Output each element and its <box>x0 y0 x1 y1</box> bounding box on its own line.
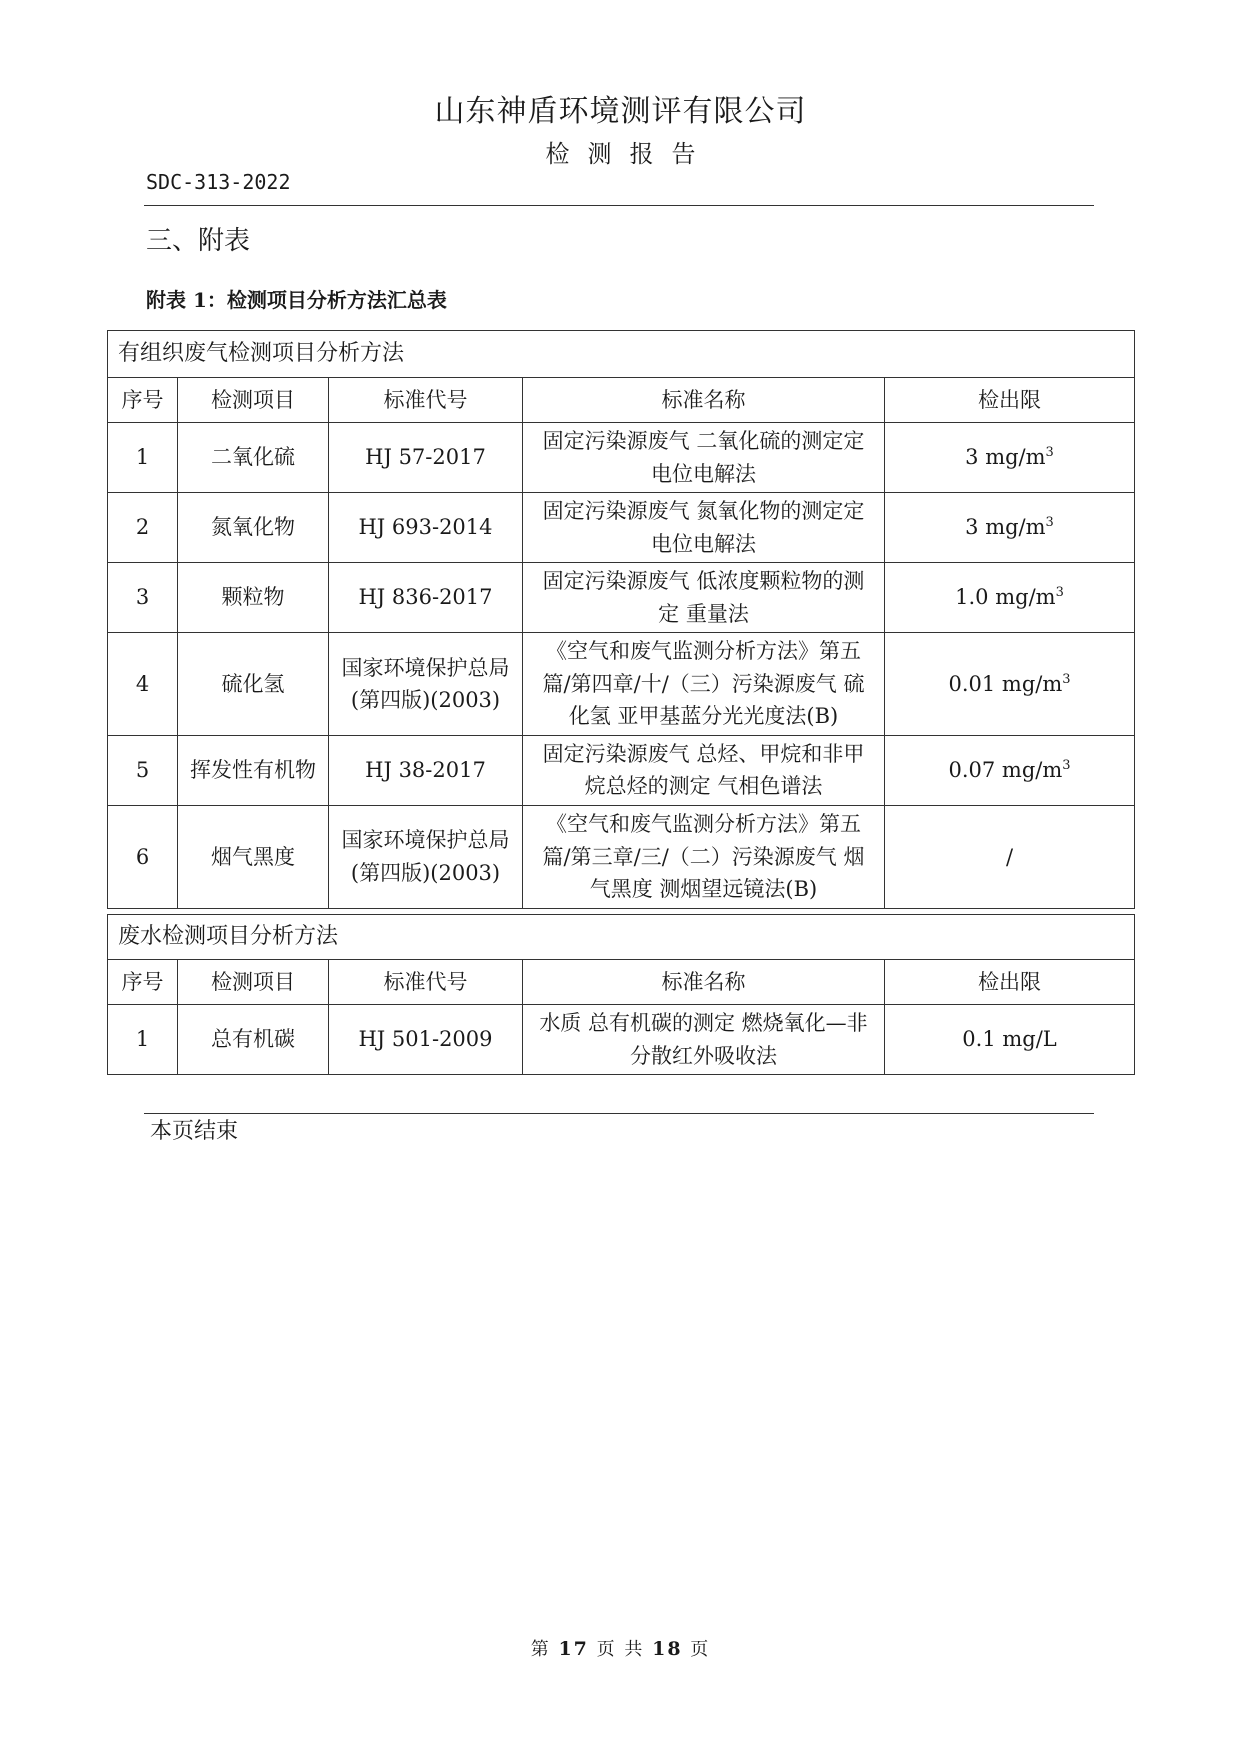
table-row <box>108 633 1135 736</box>
report-subtitle: 检测报告 <box>545 140 714 168</box>
cell-item: 挥发性有机物 <box>178 735 329 805</box>
cell-item: 总有机碳 <box>178 1005 329 1075</box>
page-footer <box>0 1635 1241 1661</box>
cell-item: 二氧化硫 <box>178 423 329 493</box>
water-table-title-row <box>108 915 1135 960</box>
cell-item: 硫化氢 <box>178 633 329 736</box>
gas-table-title: 有组织废气检测项目分析方法 <box>108 331 1135 378</box>
cell-no: 6 <box>108 806 178 909</box>
cell-limit <box>885 633 1135 736</box>
cell-no: 5 <box>108 735 178 805</box>
gas-table-title-row <box>108 331 1135 378</box>
table-row <box>108 735 1135 805</box>
cell-code: HJ 693-2014 <box>329 493 523 563</box>
table-row <box>108 806 1135 909</box>
limit-unit-exponent: 3 <box>1062 671 1071 687</box>
footer-prefix: 第 <box>530 1639 551 1660</box>
cell-limit <box>885 806 1135 909</box>
cell-no: 3 <box>108 563 178 633</box>
cell-no: 4 <box>108 633 178 736</box>
header-cell-item: 检测项目 <box>178 378 329 423</box>
cell-name: 《空气和废气监测分析方法》第五篇/第四章/十/（三）污染源废气 硫化氢 亚甲基蓝分光光度法(B) <box>523 633 885 736</box>
header-cell-code: 标准代号 <box>329 960 523 1005</box>
limit-value: 3 mg/m <box>965 515 1046 540</box>
end-divider <box>144 1113 1094 1114</box>
header-cell-limit: 检出限 <box>885 378 1135 423</box>
cell-no: 2 <box>108 493 178 563</box>
cell-item: 烟气黑度 <box>178 806 329 909</box>
gas-table-body <box>108 331 1135 909</box>
water-table-body <box>108 915 1135 1075</box>
cell-name: 固定污染源废气 低浓度颗粒物的测定 重量法 <box>523 563 885 633</box>
water-methods-table <box>107 914 1135 1075</box>
limit-value: 3 mg/m <box>965 445 1046 470</box>
cell-code: HJ 57-2017 <box>329 423 523 493</box>
gas-table-header-row <box>108 378 1135 423</box>
water-table-header-row <box>108 960 1135 1005</box>
document-number: SDC-313-2022 <box>146 170 291 194</box>
header-cell-code: 标准代号 <box>329 378 523 423</box>
cell-code: HJ 501-2009 <box>329 1005 523 1075</box>
header-cell-no: 序号 <box>108 378 178 423</box>
cell-limit <box>885 563 1135 633</box>
cell-code: 国家环境保护总局 (第四版)(2003) <box>329 806 523 909</box>
cell-code: 国家环境保护总局 (第四版)(2003) <box>329 633 523 736</box>
footer-total-pages: 18 <box>652 1638 683 1660</box>
table-caption: 附表 1：检测项目分析方法汇总表 <box>146 288 447 312</box>
section-title: 三、附表 <box>146 226 251 256</box>
cell-item: 颗粒物 <box>178 563 329 633</box>
cell-no: 1 <box>108 1005 178 1075</box>
header-cell-limit: 检出限 <box>885 960 1135 1005</box>
cell-limit <box>885 423 1135 493</box>
limit-value: 0.1 mg/L <box>962 1027 1057 1052</box>
limit-value: 0.01 mg/m <box>948 671 1063 696</box>
cell-item: 氮氧化物 <box>178 493 329 563</box>
cell-name: 固定污染源废气 总烃、甲烷和非甲烷总烃的测定 气相色谱法 <box>523 735 885 805</box>
header-cell-no: 序号 <box>108 960 178 1005</box>
cell-code: HJ 836-2017 <box>329 563 523 633</box>
cell-no: 1 <box>108 423 178 493</box>
page-end-note: 本页结束 <box>150 1119 239 1144</box>
water-table-title: 废水检测项目分析方法 <box>108 915 1135 960</box>
cell-name: 固定污染源废气 氮氧化物的测定定电位电解法 <box>523 493 885 563</box>
footer-suffix: 页 <box>690 1639 711 1660</box>
cell-name: 固定污染源废气 二氧化硫的测定定电位电解法 <box>523 423 885 493</box>
limit-unit-exponent: 3 <box>1045 445 1054 461</box>
footer-page-number: 17 <box>558 1638 589 1660</box>
table-row <box>108 493 1135 563</box>
table-row <box>108 563 1135 633</box>
table-row <box>108 1005 1135 1075</box>
header-cell-name: 标准名称 <box>523 960 885 1005</box>
cell-limit <box>885 735 1135 805</box>
limit-value: 0.07 mg/m <box>948 758 1063 783</box>
company-name: 山东神盾环境测评有限公司 <box>434 94 807 129</box>
footer-middle: 页 共 <box>596 1639 645 1660</box>
cell-limit <box>885 493 1135 563</box>
limit-unit-exponent: 3 <box>1055 585 1064 601</box>
cell-code: HJ 38-2017 <box>329 735 523 805</box>
cell-name: 《空气和废气监测分析方法》第五篇/第三章/三/（二）污染源废气 烟气黑度 测烟望远镜法(B) <box>523 806 885 909</box>
gas-methods-table <box>107 330 1135 909</box>
limit-value: / <box>1005 844 1014 869</box>
header-cell-name: 标准名称 <box>523 378 885 423</box>
table-row <box>108 423 1135 493</box>
limit-unit-exponent: 3 <box>1062 758 1071 774</box>
header-cell-item: 检测项目 <box>178 960 329 1005</box>
limit-unit-exponent: 3 <box>1045 515 1054 531</box>
cell-limit <box>885 1005 1135 1075</box>
cell-name: 水质 总有机碳的测定 燃烧氧化—非分散红外吸收法 <box>523 1005 885 1075</box>
header-divider <box>144 205 1094 206</box>
limit-value: 1.0 mg/m <box>955 585 1056 610</box>
